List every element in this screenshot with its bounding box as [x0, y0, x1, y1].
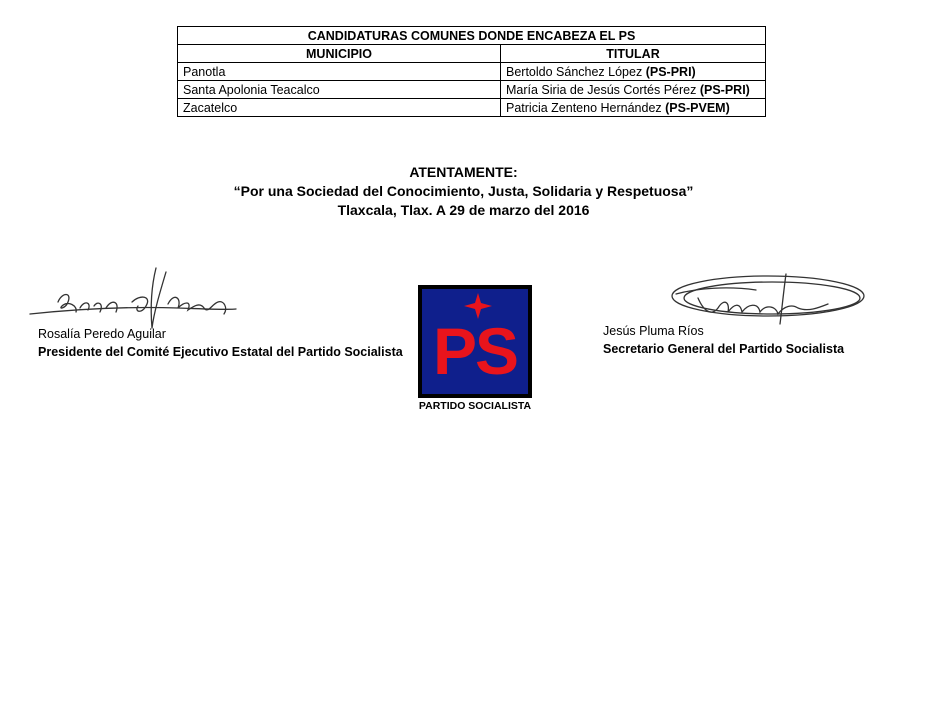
- candidaturas-table: [177, 26, 766, 117]
- titular-cell: [501, 63, 766, 81]
- partido-socialista-logo: [418, 285, 532, 398]
- logo-letters: PS: [432, 314, 518, 388]
- titular-name: Patricia Zenteno Hernández: [506, 100, 662, 115]
- titular-cell: [501, 81, 766, 99]
- signatory-right-title: Secretario General del Partido Socialista: [603, 342, 845, 356]
- titular-cell: [501, 99, 766, 117]
- alliance-label: (PS-PRI): [699, 82, 750, 97]
- municipio-cell: Zacatelco: [178, 99, 501, 117]
- alliance-label: (PS-PVEM): [665, 100, 730, 115]
- table-header-row: [178, 45, 766, 63]
- column-header-titular: TITULAR: [501, 45, 766, 63]
- signature-right-scrawl: [668, 268, 868, 330]
- table-title: CANDIDATURAS COMUNES DONDE ENCABEZA EL PS: [178, 27, 766, 45]
- table-row: [178, 99, 766, 117]
- municipio-cell: Santa Apolonia Teacalco: [178, 81, 501, 99]
- table-row: [178, 63, 766, 81]
- signature-left-scrawl: [28, 262, 238, 332]
- titular-name: María Siria de Jesús Cortés Pérez: [506, 82, 697, 97]
- logo-caption: PARTIDO SOCIALISTA: [418, 400, 532, 412]
- municipio-cell: Panotla: [178, 63, 501, 81]
- motto: “Por una Sociedad del Conocimiento, Justa, Solidaria y Respetuosa”: [233, 183, 694, 199]
- titular-name: Bertoldo Sánchez López: [506, 64, 643, 79]
- table-title-row: [178, 27, 766, 45]
- closing-block: [0, 163, 927, 220]
- signatory-left-name: Rosalía Peredo Aguilar: [38, 327, 166, 341]
- signatory-left-title: Presidente del Comité Ejecutivo Estatal del Partido Socialista: [38, 345, 403, 359]
- signatory-right: [603, 322, 844, 358]
- signatory-right-name: Jesús Pluma Ríos: [603, 324, 704, 338]
- salutation: ATENTAMENTE:: [409, 164, 518, 180]
- place-date: Tlaxcala, Tlax. A 29 de marzo del 2016: [337, 202, 590, 218]
- table-row: [178, 81, 766, 99]
- alliance-label: (PS-PRI): [645, 64, 696, 79]
- column-header-municipio: MUNICIPIO: [178, 45, 501, 63]
- signatory-left: [38, 325, 403, 361]
